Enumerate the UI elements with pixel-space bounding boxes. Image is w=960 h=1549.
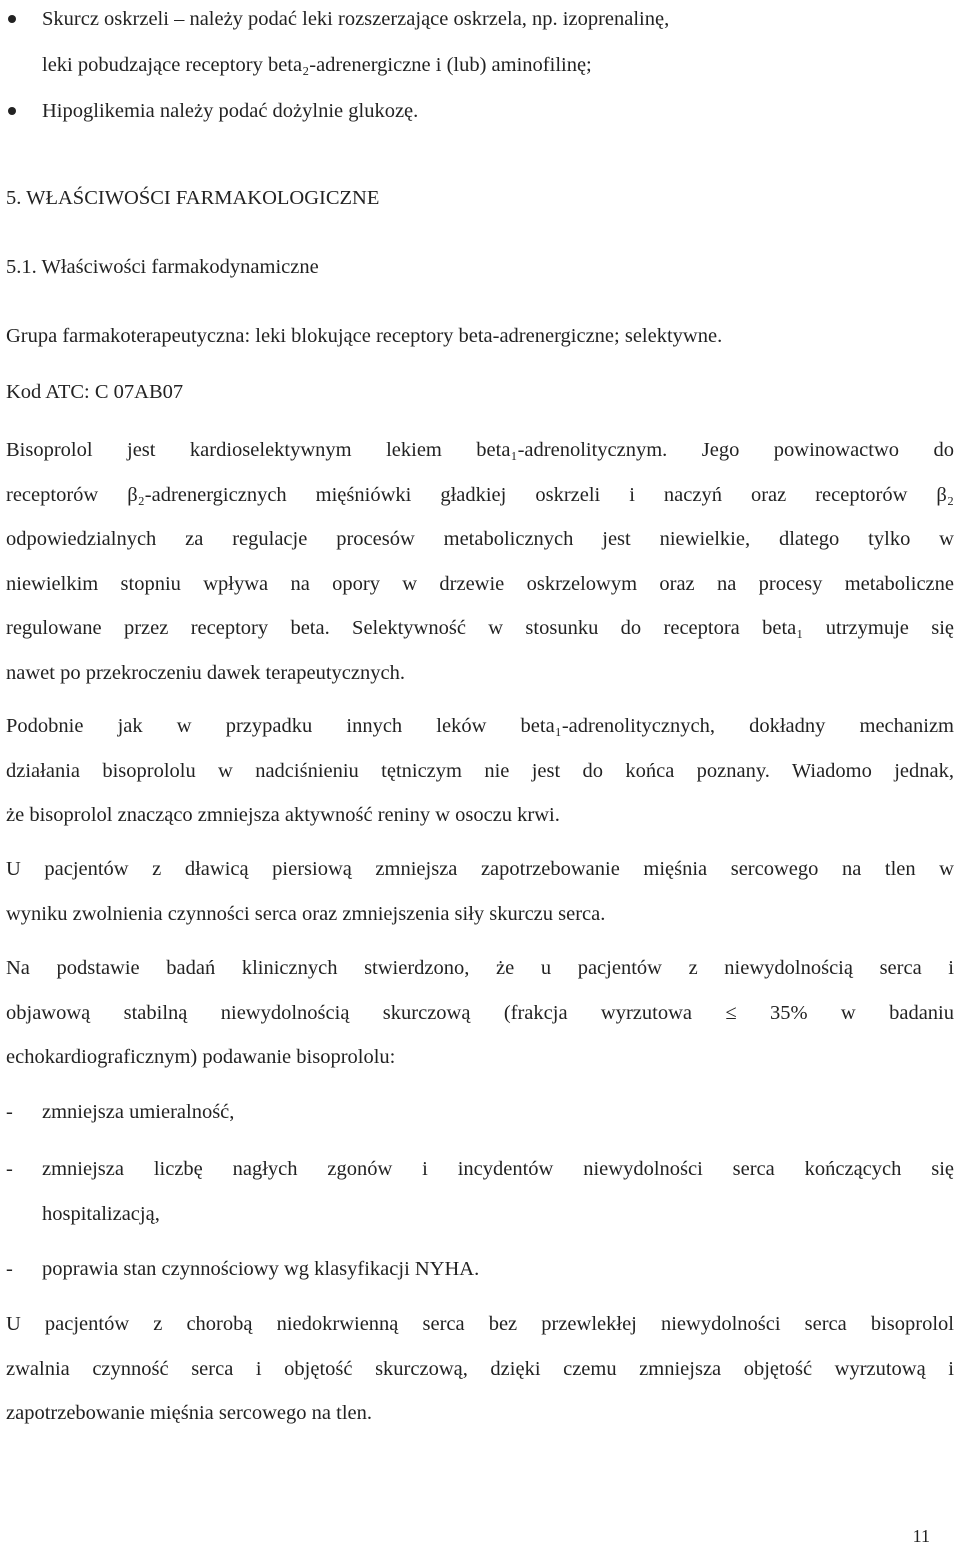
dash-mark: - <box>6 1158 13 1180</box>
bullet-line: Skurcz oskrzeli – należy podać leki rozszerzające oskrzela, np. izoprenalinę, <box>42 8 670 30</box>
paragraph-line: objawową stabilną niewydolnością skurczową (frakcja wyrzutowa ≤ 35% w badaniu <box>6 1001 954 1024</box>
dash-item-sudden-death <box>6 1147 954 1236</box>
bullet-list <box>6 0 669 134</box>
section-heading: 5. WŁAŚCIWOŚCI FARMAKOLOGICZNE <box>6 187 380 209</box>
bullet-line: leki pobudzające receptory beta₂-adrenergiczne i (lub) aminofilinę; <box>42 54 592 76</box>
paragraph-line: odpowiedzialnych za regulacje procesów metabolicznych jest niewielkie, dlatego tylko w <box>6 528 954 550</box>
paragraph-angina <box>6 847 954 936</box>
page-number: 11 <box>912 1526 930 1546</box>
paragraph-line: nawet po przekroczeniu dawek terapeutycznych. <box>6 661 405 684</box>
bullet-dot-icon <box>8 15 16 23</box>
paragraph-line: regulowane przez receptory beta. Selektywność w stosunku do receptora beta₁ utrzymuje się <box>6 617 954 639</box>
paragraph-line: że bisoprolol znacząco zmniejsza aktywność reniny w osoczu krwi. <box>6 804 560 826</box>
bullet-item-hypoglycemia <box>6 88 669 134</box>
paragraph-line: zapotrzebowanie mięśnia sercowego na tlen. <box>6 1402 372 1424</box>
dash-mark: - <box>6 1258 13 1280</box>
paragraph-line: Podobnie jak w przypadku innych leków beta₁-adrenolitycznych, dokładny mechanizm <box>6 715 954 737</box>
dash-text: zmniejsza umieralność, <box>42 1101 235 1123</box>
paragraph-selectivity <box>6 428 954 695</box>
paragraph-line: U pacjentów z chorobą niedokrwienną serca bez przewlekłej niewydolności serca bisoprolol <box>6 1313 954 1335</box>
paragraph-mechanism <box>6 704 954 838</box>
bullet-item-bronchospasm <box>6 0 669 88</box>
paragraph-line: receptorów β₂-adrenergicznych mięśniówki gładkiej oskrzeli i naczyń oraz receptorów β₂ <box>6 483 954 506</box>
paragraph-ischemic <box>6 1302 954 1436</box>
paragraph-line: Bisoprolol jest kardioselektywnym lekiem beta₁-adrenolitycznym. Jego powinowactwo do <box>6 439 954 461</box>
bullet-dot-icon <box>8 107 16 115</box>
paragraph-heart-failure <box>6 946 954 1080</box>
dash-item-mortality <box>6 1090 954 1135</box>
pharmacotherapeutic-group: Grupa farmakoterapeutyczna: leki blokujące receptory beta-adrenergiczne; selektywne. <box>6 325 723 347</box>
dash-text: hospitalizacją, <box>42 1202 160 1225</box>
subsection-heading: 5.1. Właściwości farmakodynamiczne <box>6 256 319 278</box>
paragraph-line: Na podstawie badań klinicznych stwierdzono, że u pacjentów z niewydolnością serca i <box>6 957 954 979</box>
paragraph-line: zwalnia czynność serca i objętość skurczową, dzięki czemu zmniejsza objętość wyrzutową i <box>6 1357 954 1380</box>
paragraph-line: echokardiograficznym) podawanie bisoprololu: <box>6 1046 396 1068</box>
dash-item-nyha <box>6 1247 954 1292</box>
paragraph-line: U pacjentów z dławicą piersiową zmniejsza zapotrzebowanie mięśnia sercowego na tlen w <box>6 858 954 880</box>
dash-text: poprawia stan czynnościowy wg klasyfikacji NYHA. <box>42 1258 480 1280</box>
paragraph-line: działania bisoprololu w nadciśnieniu tętniczym nie jest do końca poznany. Wiadomo jednak, <box>6 759 954 782</box>
atc-code: Kod ATC: C 07AB07 <box>6 381 184 403</box>
bullet-line: Hipoglikemia należy podać dożylnie glukozę. <box>42 100 419 122</box>
dash-mark: - <box>6 1101 13 1123</box>
paragraph-line: niewielkim stopniu wpływa na opory w drzewie oskrzelowym oraz na procesy metaboliczne <box>6 572 954 595</box>
paragraph-line: wyniku zwolnienia czynności serca oraz zmniejszenia siły skurczu serca. <box>6 902 606 925</box>
dash-text: zmniejsza liczbę nagłych zgonów i incydentów niewydolności serca kończących się <box>42 1158 954 1180</box>
